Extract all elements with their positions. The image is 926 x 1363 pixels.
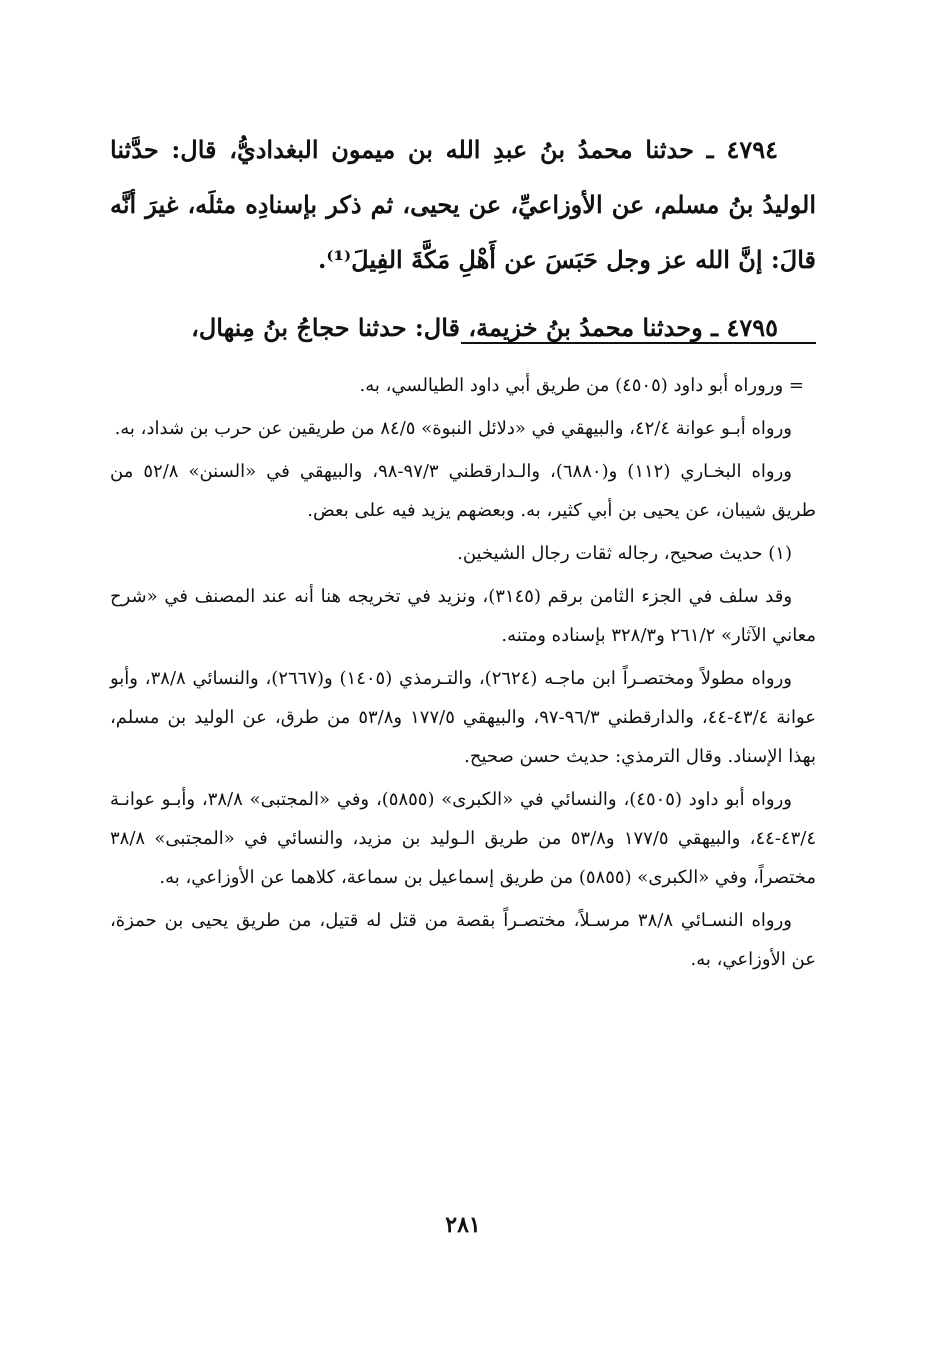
footnote-paragraph: = وروراه أبو داود (٤٥٠٥) من طريق أبي داود الطيالسي، به. [359,375,804,396]
footnote-paragraph: ورواه مطولاً ومختصـراً ابن ماجـه (٢٦٢٤)، والتـرمذي (١٤٠٥) و(٢٦٦٧)، والنسائي ٣٨/٨، وأبو عوانة ٤٣/٤-٤٤، والدارقطني ٩٦/٣-٩٧، والبيهقي ١٧٧/٥ و٥٣/٨ من طرق، عن الوليد بن مسلم، بهذا الإسناد. وقال الترمذي: حديث حسن صحيح. [110,668,816,767]
footnote-paragraph: وقد سلف في الجزء الثامن برقم (٣١٤٥)، ونزيد في تخريجه هنا أنه عند المصنف في «شرح معاني الآثار» ٢٦١/٢ و٣٢٨/٣ بإسناده ومتنه. [110,586,816,646]
footnote-paragraph: (١) حديث صحيح، رجاله ثقات رجال الشيخين. [457,543,792,564]
page-number: ٢٨١ [445,1212,481,1238]
footnote-paragraph: ورواه النسـائي ٣٨/٨ مرسـلاً، مختصـراً بقصة من قتل له قتيل، من طريق يحيى بن حمزة، عن الأوزاعي، به. [110,910,816,970]
footnote-separator [461,342,816,344]
footnote-paragraph: ورواه أبـو عوانة ٤٢/٤، والبيهقي في «دلائل النبوة» ٨٤/٥ من طريقين عن حرب بن شداد، به. [114,418,792,439]
hadith-4795: ٤٧٩٥ ـ وحدثنا محمدُ بنُ خزيمة، قال: حدثنا حجاجُ بنُ مِنهال، [191,313,778,342]
hadith-4794: ٤٧٩٤ ـ حدثنا محمدُ بنُ عبدِ الله بن ميمون البغداديُّ، قال: حدَّثنا الوليدُ بنُ مسلم، عن الأوزاعيِّ، عن يحيى، ثم ذكر بإسنادِه مثلَه، غيرَ أنَّه قالَ: إنَّ الله عز وجل حَبَسَ عن أَهْلِ مَكَّةَ الفِيلَ⁽¹⁾. [110,135,816,274]
footnote-paragraph: ورواه أبو داود (٤٥٠٥)، والنسائي في «الكبرى» (٥٨٥٥)، وفي «المجتبى» ٣٨/٨، وأبـو عوانـة ٤٣/٤-٤٤، والبيهقي ١٧٧/٥ و٥٣/٨ من طريق الـوليد بن مزيد، والنسائي في «المجتبى» ٣٨/٨ مختصراً، وفي «الكبرى» (٥٨٥٥) من طريق إسماعيل بن سماعة، كلاهما عن الأوزاعي، به. [110,789,816,888]
main-text [110,122,816,355]
footnote-paragraph: ورواه البخـاري (١١٢) و(٦٨٨٠)، والـدارقطني ٩٧/٣-٩٨، والبيهقي في «السنن» ٥٢/٨ من طريق شيبان، عن يحيى بن أبي كثير، به. وبعضهم يزيد فيه على بعض. [110,461,816,521]
footnotes [110,366,816,983]
